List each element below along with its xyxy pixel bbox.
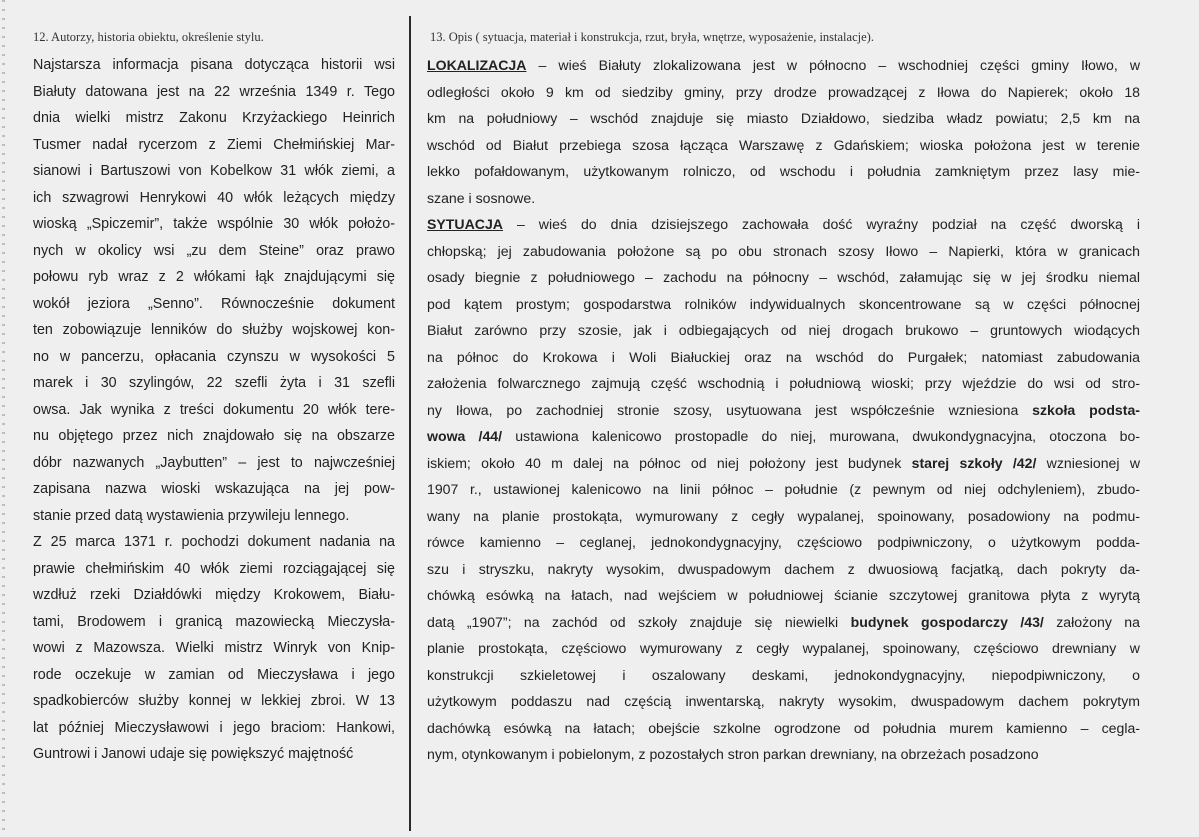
description-text-line (427, 211, 1140, 238)
history-text-line: zapisana nazwa wioski wskazująca na jej pow- (33, 481, 395, 497)
section-heading: LOKALIZACJA (427, 57, 527, 73)
history-text-line: rode oczekuje w zamian od Mieczysława i jego (33, 666, 395, 683)
text-segment: planie prostokąta, częściowo wymurowany z cegły wypalanej, spoinowany, częściowo drewniany w (427, 640, 1140, 656)
description-text-line (427, 291, 1140, 318)
description-text-line (427, 344, 1140, 371)
history-text-line: wioską „Spiczemir”, także wspólnie 30 włók położo- (33, 216, 395, 232)
text-segment: wany na planie prostokąta, wymurowany z cegły wypalanej, spoinowany, posadowiony na podmu- (427, 507, 1140, 524)
description-text-line (427, 503, 1140, 530)
text-segment: wschód od Białut przebiega szosa łącząca Warszawę z Gdańskiem; wioska położona jest w terenie (427, 136, 1140, 153)
history-text-line: marek i 30 szylingów, 22 szefli żyta i 31 szefli (33, 375, 395, 391)
description-text-line (427, 105, 1140, 132)
text-segment: odległości około 9 km od siedziby gminy, przy drodze prowadzącej z Iłowa do Napierek; około 18 (427, 83, 1140, 100)
description-text-line (427, 450, 1140, 477)
text-segment: chłopską; jej zabudowania położone są po obu stronach szosy Iłowo – Napierki, która w granicach (427, 242, 1140, 259)
history-text-line: Tusmer nadał rycerzom z Ziemi Chełmińskiej Mar- (33, 136, 395, 153)
description-text-line (427, 79, 1140, 106)
text-segment: nym, otynkowanym i pobielonym, z pozostałych stron parkan drewniany, na obrzeżach posadzono (427, 746, 1039, 762)
description-text-line (427, 529, 1140, 556)
description-text-line (427, 317, 1140, 344)
scan-edge-perforation (2, 0, 5, 837)
history-text-line: Z 25 marca 1371 r. pochodzi dokument nadania na (33, 534, 395, 550)
text-segment: 1907 r., ustawionej kalenicowo na linii północ – południe (z pewnym od niej odchyleniem), zbudo- (427, 481, 1140, 497)
history-text-line: sianowi i Bartuszowi von Kobelkow 31 włók ziemi, a (33, 163, 395, 179)
description-text-line (427, 476, 1140, 503)
right-section-header: 13. Opis ( sytuacja, materiał i konstrukcja, rzut, bryła, wnętrze, wyposażenie, instalacje). (430, 30, 874, 44)
text-segment: datą „1907”; na zachód od szkoły znajduje się niewielki (427, 613, 851, 630)
text-segment: iskiem; około 40 m dalej na północ od niej położony jest budynek (427, 454, 912, 471)
history-text-line: wowi z Mazowsza. Wielki mistrz Winryk von Knip- (33, 640, 395, 656)
history-text-line: Najstarsza informacja pisana dotycząca historii wsi (33, 57, 395, 73)
section-heading: SYTUACJA (427, 216, 503, 232)
text-segment: ustawiona kalenicowo prostopadle do niej, murowana, dwukondygnacyjna, otoczona bo- (502, 428, 1140, 444)
history-text-line: owsa. Jak wynika z treści dokumentu 20 włók tere- (33, 401, 395, 418)
text-segment: założenia folwarcznego zajmują część wschodnią i południową wioski; przy wjeździe do wsi od stro- (427, 375, 1140, 391)
building-reference: wowa /44/ (427, 428, 503, 444)
description-text-line (427, 238, 1140, 265)
description-text-line (427, 635, 1140, 662)
description-text-line (427, 609, 1140, 636)
text-segment: osady biegnie z południowego – zachodu na północny – wschód, załamując się w jej środku niemal (427, 269, 1140, 285)
description-text-line (427, 132, 1140, 159)
description-text-line (427, 662, 1140, 689)
history-text-line: ich szwagrowi Henrykowi 40 włók leżących między (33, 189, 395, 206)
history-text-line: no w pancerzu, opłacania czynszu w wysokości 5 (33, 348, 395, 365)
description-text-line (427, 158, 1140, 185)
text-segment: szu i stryszku, nakryty wysokim, dwuspadowym dachem z dwuosiową facjatką, dach pokryty da- (427, 560, 1140, 577)
text-segment: rówce kamienno – ceglanej, jednokondygnacyjny, częściowo podpiwniczony, o użytkowym podda- (427, 534, 1140, 550)
column-divider (409, 16, 411, 831)
building-reference: szkoła podsta- (1032, 401, 1140, 418)
description-text-line (427, 370, 1140, 397)
history-text-line: dnia wielki mistrz Zakonu Krzyżackiego Heinrich (33, 110, 395, 126)
text-segment: szane i sosnowe. (427, 189, 536, 206)
history-text-line: prawie chełmińskim 40 włók ziemi rozciągającej się (33, 560, 395, 577)
description-text-line (427, 423, 1140, 450)
history-text-line: nych w okolicy wsi „zu dem Steine” oraz prawo (33, 242, 395, 259)
history-text-line: dóbr nazwanych „Jaybutten” – jest to najwcześniej (33, 454, 395, 471)
history-text-line: wzdłuż rzeki Działdówki między Krokowem, Biału- (33, 587, 395, 603)
text-segment: wzniesionej w (1036, 454, 1140, 471)
history-text-line: stanie przed datą wystawienia przywileju lennego. (33, 507, 350, 524)
history-text-line: tami, Brodowem i granicą mazowiecką Mieczysła- (33, 613, 395, 630)
description-text-line (427, 715, 1140, 742)
description-text-line (427, 52, 1140, 79)
description-text-line (427, 582, 1140, 609)
description-text-line (427, 688, 1140, 715)
history-text-line: Guntrowi i Janowi udaje się powiększyć majętność (33, 746, 354, 762)
description-text-line (427, 264, 1140, 291)
history-text-line: ten zobowiązuje lenników do służby wojskowej kon- (33, 322, 395, 338)
history-text-line: połowu ryb wraz z 2 włókami łąk znajdującymi się (33, 269, 395, 285)
history-text-line: lat później Mieczysławowi i jego braciom: Hankowi, (33, 719, 395, 736)
text-segment: użytkowym poddaszu nad częścią inwentarską, nakryty wysokim, dwuspadowym dachem pokrytym (427, 693, 1140, 709)
building-reference: budynek gospodarczy /43/ (850, 613, 1044, 630)
text-segment: pod kątem prostym; gospodarstwa rolników indywidualnych skoncentrowane są w części północnej (427, 295, 1140, 312)
text-segment: ny Iłowa, po zachodniej stronie szosy, usytuowana jest współcześnie wzniesiona (427, 401, 1033, 418)
description-text-line (427, 397, 1140, 424)
text-segment: – wieś do dnia dzisiejszego zachowała dość wyraźny podział na część dworską i (502, 216, 1140, 232)
history-text-line: wokół jeziora „Senno”. Równocześnie dokument (33, 295, 395, 312)
description-text-column (427, 52, 1140, 768)
text-segment: na północ do Krokowa i Woli Białuckiej oraz na wschód do Purgałek; natomiast zabudowania (427, 348, 1140, 365)
text-segment: km na południowy – wschód znajduje się miasto Działdowo, siedziba władz powiatu; 2,5 km na (427, 110, 1140, 126)
building-reference: starej szkoły /42/ (911, 454, 1037, 471)
description-text-line (427, 741, 1140, 768)
left-section-header: 12. Autorzy, historia obiektu, określenie stylu. (33, 30, 264, 44)
text-segment: Białut zarówno przy szosie, jak i odbiegających od niej drogach brukowo – gruntowych wiodących (427, 322, 1140, 338)
history-text-line: Białuty datowana jest na 22 września 1349 r. Tego (33, 83, 395, 100)
text-segment: dachówką esówką na łatach; obejście szkolne ogrodzone od południa murem kamienno – cegla- (427, 719, 1140, 736)
history-text-line: nu objętego przez nich znajdowało się na obszarze (33, 428, 395, 444)
text-segment: chówką esówką na łatach, nad wejściem w południowej ścianie szczytowej granitowa płyta z wyrytą (427, 587, 1140, 603)
text-segment: – wieś Białuty zlokalizowana jest w północno – wschodniej części gminy Iłowo, w (526, 57, 1140, 73)
text-segment: lekko pofałdowanym, użytkowanym rolniczo, od wschodu i południa zamkniętym przez lasy mie- (427, 163, 1140, 179)
history-text-column (33, 52, 395, 768)
text-segment: konstrukcji szkieletowej i oszalowany deskami, jednokondygnacyjny, niepodpiwniczony, o (427, 666, 1140, 683)
description-text-line (427, 185, 1140, 212)
history-text-line: spadkobierców służby konnej w lekkiej zbroi. W 13 (33, 693, 395, 709)
text-segment: założony na (1043, 613, 1140, 630)
description-text-line (427, 556, 1140, 583)
